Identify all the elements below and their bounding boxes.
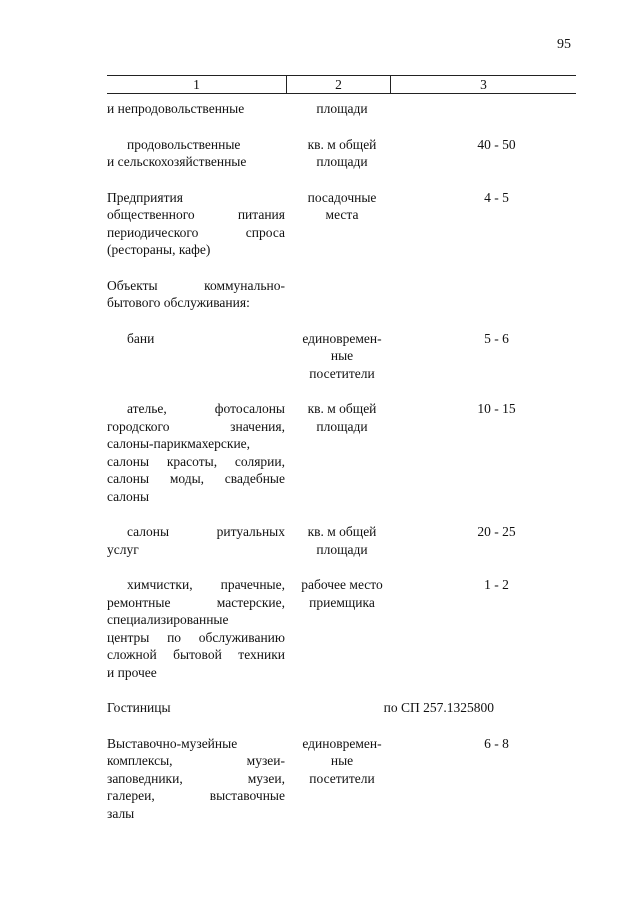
table-row <box>107 277 576 312</box>
row-name <box>107 100 285 118</box>
row-unit-line: площади <box>316 541 368 557</box>
row-name-line: ремонтные мастерские, <box>107 594 285 610</box>
row-unit-line: единовремен- <box>302 330 382 346</box>
row-name-line: периодического спроса <box>107 224 285 240</box>
row-name-line: салоны моды, свадебные <box>107 471 285 486</box>
table-row <box>107 699 576 717</box>
row-value <box>397 576 576 594</box>
table-row <box>107 330 576 383</box>
row-unit-line: кв. м общей <box>307 401 377 416</box>
row-value-line: 10 - 15 <box>477 401 516 416</box>
row-unit-line: площади <box>316 154 368 169</box>
table-row <box>107 735 576 823</box>
row-name <box>107 699 285 717</box>
row-name-line: Объекты коммунально- <box>107 277 285 293</box>
row-unit <box>285 400 397 435</box>
row-unit-line: кв. м общей <box>307 136 377 152</box>
row-unit-line: приемщика <box>309 594 375 610</box>
row-name <box>107 136 285 171</box>
row-unit-line: места <box>325 207 359 222</box>
table-header <box>107 75 576 94</box>
row-name-line: общественного питания <box>107 207 285 222</box>
row-value <box>397 136 576 154</box>
row-name-line: и непродовольственные <box>107 101 245 116</box>
row-value-line: 20 - 25 <box>477 524 516 539</box>
row-unit-line: посадочные <box>307 189 377 205</box>
row-value <box>397 523 576 541</box>
row-name-line: залы <box>107 805 135 821</box>
row-unit <box>285 100 397 118</box>
row-unit-line: ные <box>330 348 354 363</box>
row-name-line: услуг <box>107 541 139 557</box>
row-name-line: салоны-парикмахерские, <box>107 436 251 451</box>
row-name-line: специализированные <box>107 612 229 627</box>
row-name <box>107 189 285 259</box>
row-unit-line: кв. м общей <box>307 524 377 539</box>
row-name-line: бытового обслуживания: <box>107 295 250 310</box>
table-body <box>107 100 576 822</box>
row-unit-line: единовремен- <box>302 735 382 751</box>
row-spanning-value: по СП 257.1325800 <box>383 700 494 715</box>
row-value-line: 1 - 2 <box>484 577 509 592</box>
table-row <box>107 523 576 558</box>
table-row <box>107 136 576 171</box>
table-row <box>107 189 576 259</box>
row-value-line: 40 - 50 <box>477 136 516 152</box>
row-name <box>107 576 285 681</box>
row-unit-line: посетители <box>309 770 375 786</box>
row-name <box>107 400 285 505</box>
row-value-line: 5 - 6 <box>484 330 509 346</box>
row-unit <box>285 576 397 611</box>
row-name-line: городского значения, <box>107 418 285 434</box>
row-unit-line: ные <box>330 753 354 768</box>
row-name-line: Выставочно-музейные <box>107 735 238 751</box>
header-col-1: 1 <box>107 76 287 93</box>
row-name-line: комплексы, музеи- <box>107 753 285 768</box>
row-name-line: галереи, выставочные <box>107 788 285 803</box>
row-value <box>397 735 576 753</box>
row-name-line: и прочее <box>107 664 157 680</box>
row-name-line: и сельскохозяйственные <box>107 154 247 169</box>
row-name-line: Гостиницы <box>107 700 171 715</box>
row-name-line: салоны <box>107 488 150 504</box>
row-unit <box>285 136 397 171</box>
row-name <box>107 330 285 348</box>
row-name <box>107 523 285 558</box>
row-name-line: продовольственные <box>127 136 241 152</box>
row-name-line: бани <box>127 330 155 346</box>
row-name-line: салоны ритуальных <box>127 524 285 539</box>
row-unit-line: посетители <box>309 365 375 381</box>
page-number: 95 <box>557 37 571 52</box>
table-row <box>107 400 576 505</box>
table-row <box>107 100 576 118</box>
row-name-line: центры по обслуживанию <box>107 629 285 645</box>
row-value-line: 4 - 5 <box>484 189 509 205</box>
header-col-2: 2 <box>287 76 391 93</box>
row-name-line: ателье, фотосалоны <box>127 401 285 416</box>
header-col-3: 3 <box>480 77 487 92</box>
row-value-line: 6 - 8 <box>484 735 509 751</box>
row-name-line: (рестораны, кафе) <box>107 242 211 257</box>
row-name-line: химчистки, прачечные, <box>127 577 285 592</box>
row-unit <box>285 330 397 383</box>
row-name-line: сложной бытовой техники <box>107 647 285 662</box>
row-unit-line: площади <box>316 101 368 116</box>
row-unit <box>285 189 397 224</box>
row-name <box>107 735 285 823</box>
row-name-line: заповедники, музеи, <box>107 770 285 786</box>
row-name-line: салоны красоты, солярии, <box>107 453 285 469</box>
row-name <box>107 277 285 312</box>
row-unit <box>285 523 397 558</box>
row-unit-line: рабочее место <box>301 577 383 592</box>
row-value <box>397 189 576 207</box>
row-value <box>397 330 576 348</box>
row-value <box>397 400 576 418</box>
row-unit-line: площади <box>316 418 368 434</box>
row-name-line: Предприятия <box>107 189 183 205</box>
table-row <box>107 576 576 681</box>
row-unit <box>285 735 397 788</box>
